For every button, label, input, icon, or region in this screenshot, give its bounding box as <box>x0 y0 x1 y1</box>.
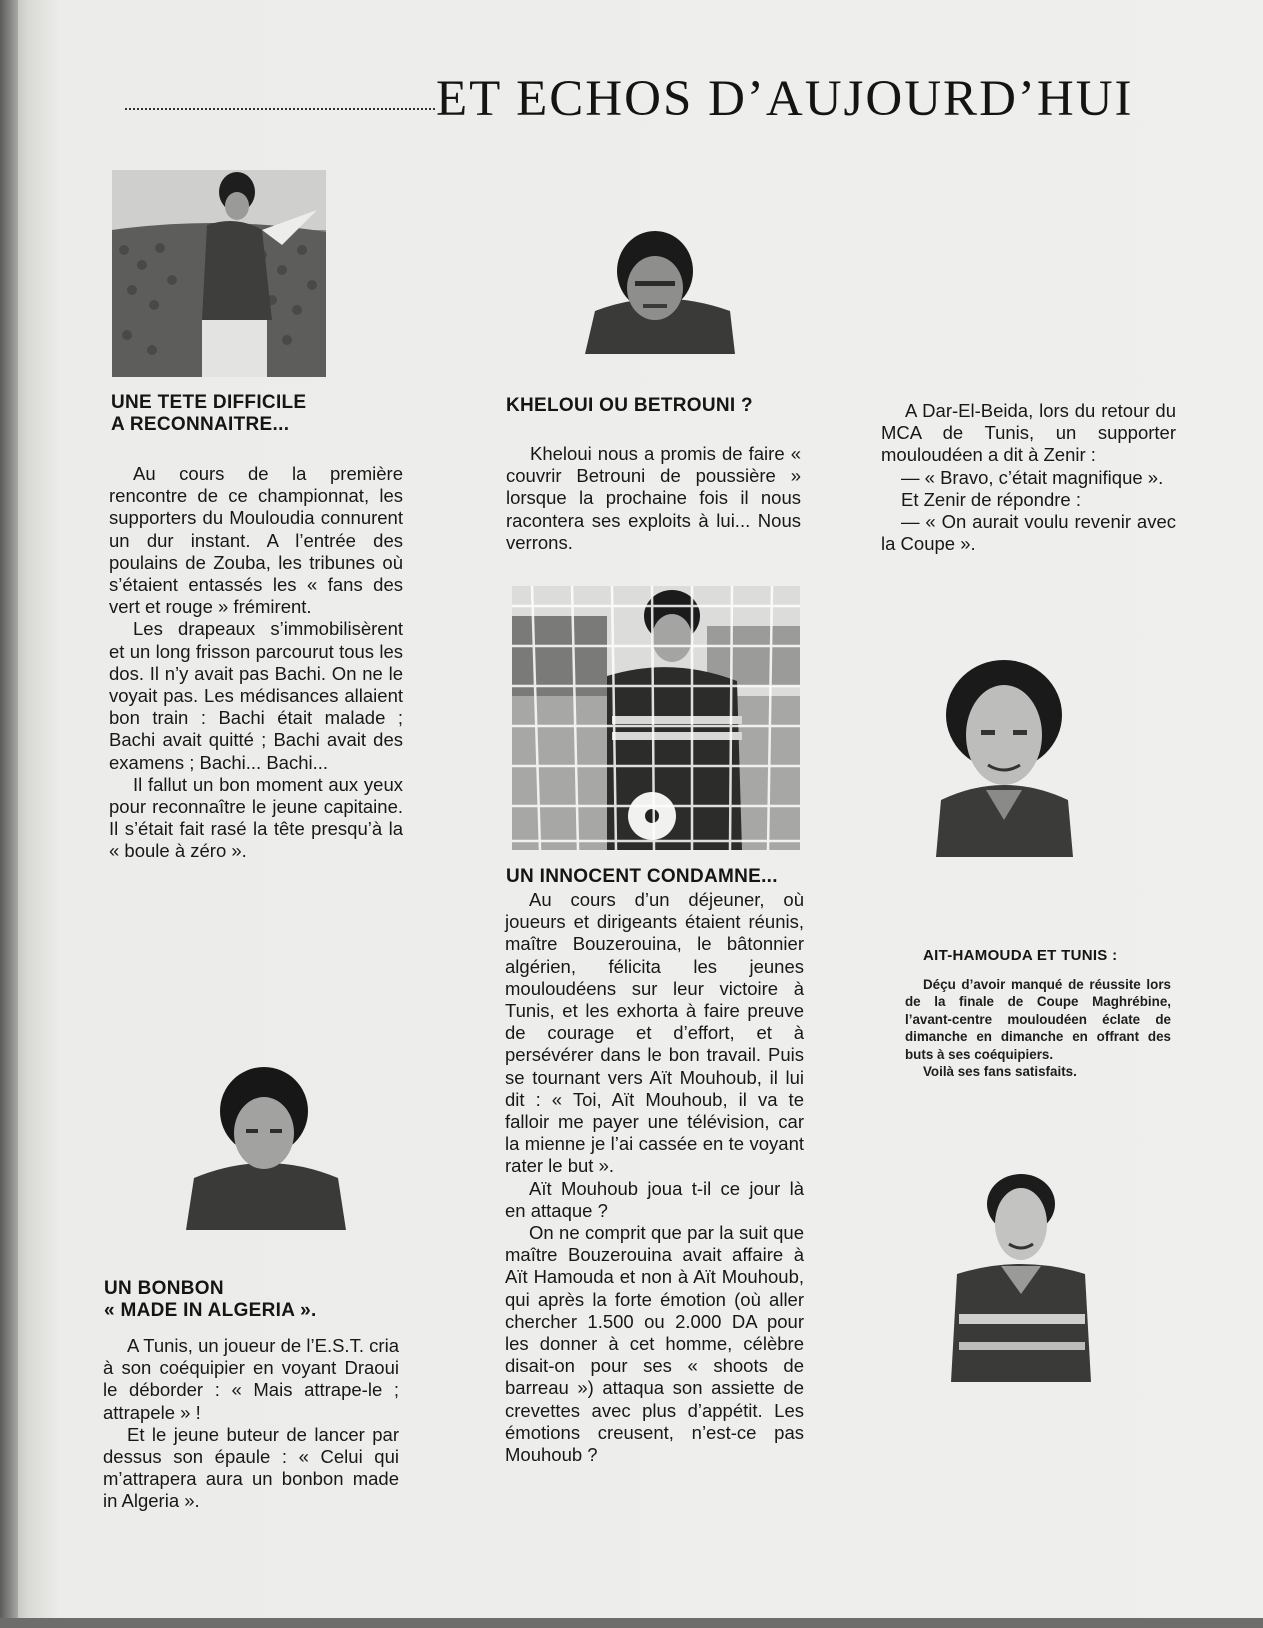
paragraph: Au cours de la première rencontre de ce championnat, les supporters du Mouloudia connurent un dur instant. A l’entrée des poulains de Zouba, les tribunes où s’étaient entassés les « fans des vert et rouge » frémirent. <box>109 463 403 618</box>
paragraph: — « Bravo, c’était magnifique ». <box>901 466 1164 488</box>
article-zenir <box>881 400 1176 555</box>
paragraph: Il fallut un bon moment aux yeux pour reconnaître le jeune capitaine. Il s’était fait rasé la tête presqu’à la « boule à zéro ». <box>109 773 403 862</box>
paragraph: Au cours d’un déjeuner, où joueurs et dirigeants étaient réunis, maître Bouzerouina, le bâtonnier algérien, félicita les jeunes mouloudéens sur leur victoire à Tunis, et les exhorta à faire preuve de courage et d’effort, et à persévérer dans le bon travail. Puis se tournant vers Aït Mouhoub, il lui dit : « Toi, Aït Mouhoub, il va te falloir me payer une télévision, car la mienne je l’ai cassée en te voyant rater le but ». <box>505 889 804 1177</box>
headline-tete-difficile: UNE TETE DIFFICILE A RECONNAITRE... <box>111 392 307 435</box>
article-ait-hamouda <box>905 976 1171 1080</box>
headline-kheloui-betrouni: KHELOUI OU BETROUNI ? <box>506 395 753 416</box>
page-bottom-edge <box>0 1618 1263 1628</box>
paragraph: Et le jeune buteur de lancer par dessus son épaule : « Celui qui m’attrapera aura un bonbon made in Algeria ». <box>103 1423 399 1512</box>
headline-bonbon: UN BONBON « MADE IN ALGERIA ». <box>104 1278 317 1321</box>
article-kheloui-betrouni <box>506 443 801 554</box>
photo-young-player <box>186 1063 346 1230</box>
photo-kheloui <box>585 226 735 354</box>
paragraph: Aït Mouhoub joua t-il ce jour là en attaque ? <box>505 1177 804 1221</box>
article-innocent-condamne <box>505 889 804 1466</box>
paragraph: A Tunis, un joueur de l’E.S.T. cria à son coéquipier en voyant Draoui le déborder : « Mais attrape-le ; attrapele » ! <box>103 1335 399 1423</box>
headline-ait-hamouda: AIT-HAMOUDA ET TUNIS : <box>923 947 1118 964</box>
photo-ait-hamouda <box>951 1174 1091 1382</box>
paragraph: Kheloui nous a promis de faire « couvrir Betrouni de poussière » lorsque la prochaine fois il nous racontera ses exploits à lui... Nous verrons. <box>506 443 801 553</box>
paragraph: Déçu d’avoir manqué de réussite lors de la finale de Coupe Maghrébine, l’avant-centre mouloudéen éclate de dimanche en dimanche en offrant des buts à ses coéquipiers. <box>905 977 1171 1062</box>
page-title: ET ECHOS D’AUJOURD’HUI <box>436 71 1134 127</box>
paragraph: Les drapeaux s’immobilisèrent et un long frisson parcourut tous les dos. Il n’y avait pas Bachi. On ne le voyait pas. Les médisances allaient bon train : Bachi était malade ; Bachi avait quitté ; Bachi avait des examens ; Bachi... Bachi... <box>109 618 403 773</box>
paragraph: Voilà ses fans satisfaits. <box>923 1064 1077 1080</box>
headline-innocent-condamne: UN INNOCENT CONDAMNE... <box>506 866 778 887</box>
paragraph: Et Zenir de répondre : <box>901 488 1081 510</box>
photo-player-stadium <box>112 170 326 377</box>
photo-goalkeeper-net <box>512 586 800 850</box>
paragraph: On ne comprit que par la suit que maître Bouzerouina avait affaire à Aït Hamouda et non à Aït Mouhoub, qui après la forte émotion (où aller chercher 1.500 ou 2.000 DA pour les donner à cet homme, célèbre disait-on pour ses « shoots de barreau ») attaqua son assiette de crevettes avec plus d’appétit. Les émotions creusent, n’est-ce pas Mouhoub ? <box>505 1222 804 1466</box>
paragraph: A Dar-El-Beida, lors du retour du MCA de Tunis, un supporter mouloudéen a dit à Zenir : <box>881 400 1176 466</box>
header-dotted-rule <box>125 108 435 110</box>
paragraph: — « On aurait voulu revenir avec la Coupe ». <box>881 511 1176 555</box>
page-spine <box>0 0 18 1628</box>
article-bonbon <box>103 1335 399 1513</box>
article-tete-difficile <box>109 463 403 863</box>
photo-zenir <box>936 660 1073 857</box>
